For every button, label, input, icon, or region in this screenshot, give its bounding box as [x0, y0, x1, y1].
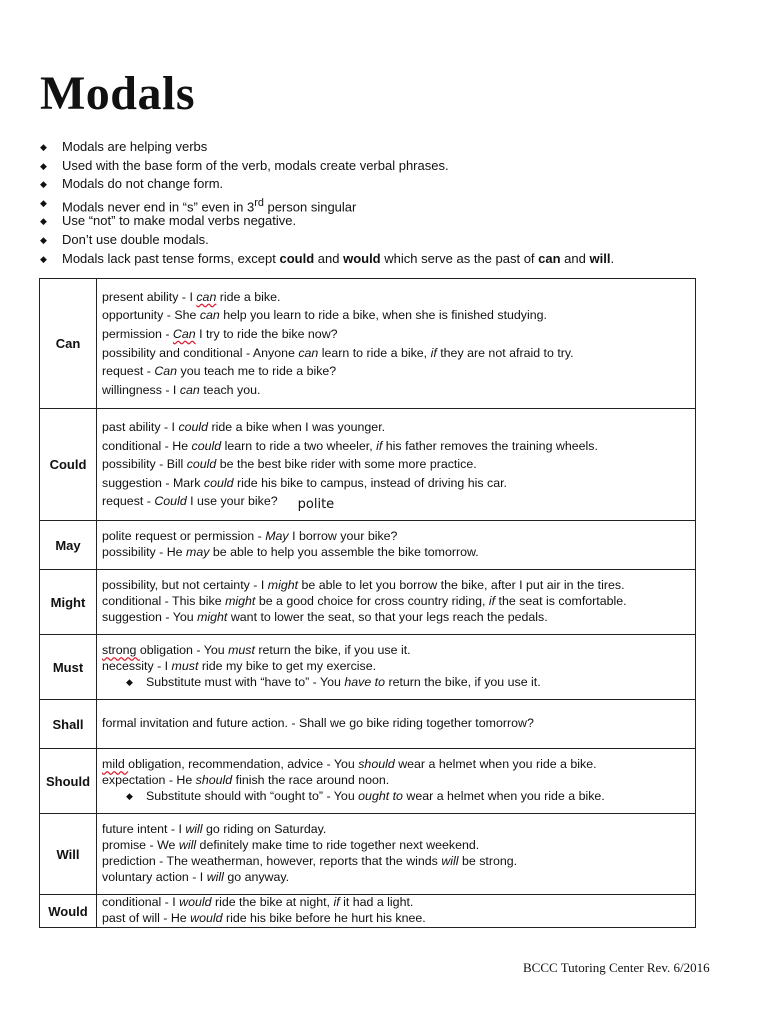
rule-text: .	[610, 250, 615, 266]
usage-text: they are not afraid to try.	[436, 345, 574, 360]
usage-text: conditional - This bike	[102, 594, 226, 609]
usage-text: wear a helmet when you ride a bike.	[394, 757, 597, 772]
usage-line	[102, 529, 690, 545]
usage-line	[102, 381, 690, 400]
modal-usages	[97, 700, 696, 749]
usage-text: will	[441, 854, 459, 868]
modal-row-shall	[40, 700, 696, 749]
usage-text: formal invitation and future action. - Shall we go bike riding together tomorrow?	[102, 716, 534, 731]
usage-text: learn to ride a two wheeler,	[221, 438, 377, 453]
modal-term: Must	[40, 635, 97, 700]
usage-text: I use your bike?	[186, 494, 278, 509]
rule-text: Modals are helping verbs	[62, 139, 208, 154]
rule-item	[40, 157, 740, 176]
usage-text: Substitute must with “have to” - You	[146, 674, 345, 689]
substitute-note	[124, 789, 605, 803]
modal-usages	[97, 409, 696, 521]
usage-line	[102, 854, 690, 870]
usage-text: ride a bike.	[216, 289, 281, 304]
usage-line	[102, 325, 690, 344]
rule-text: and	[314, 250, 344, 266]
usage-text: ride a bike when I was younger.	[208, 420, 386, 435]
usage-text: opportunity - She	[102, 308, 200, 323]
usage-text: will	[185, 822, 203, 837]
usage-text: ride my bike to get my exercise.	[198, 659, 377, 674]
modal-row-may	[40, 521, 696, 570]
usage-text: can	[199, 308, 220, 323]
rule-text: will	[589, 250, 611, 266]
modal-usages	[97, 814, 696, 895]
usage-text: possibility and conditional - Anyone	[102, 345, 299, 360]
rule-item	[40, 138, 740, 157]
usage-text: present ability - I	[102, 289, 197, 304]
bullet-icon: ◆	[126, 676, 133, 687]
usage-text: could	[178, 420, 209, 435]
usage-line	[102, 492, 690, 511]
usage-text: finish the race around noon.	[232, 773, 390, 788]
usage-text: be able to let you borrow the bike, after I put air in the tires.	[298, 578, 625, 593]
rule-text: Modals lack past tense forms, except	[62, 250, 280, 266]
usage-text: ride his bike before he hurt his knee.	[222, 911, 426, 925]
usage-text: wear a helmet when you ride a bike.	[402, 788, 605, 803]
usage-text: necessity - I	[102, 659, 172, 674]
usage-line	[102, 822, 690, 838]
rule-text: could	[279, 250, 315, 266]
usage-text: suggestion - You	[102, 609, 198, 624]
usage-text: the seat is comfortable.	[495, 594, 627, 609]
usage-text: if	[376, 438, 383, 453]
usage-line	[102, 455, 690, 474]
usage-text: Substitute should with “ought to” - You	[146, 788, 359, 803]
usage-text: must	[171, 659, 199, 674]
bullet-icon: ◆	[40, 142, 47, 152]
usage-text: would	[190, 911, 223, 925]
usage-line	[102, 675, 690, 691]
modal-row-can	[40, 279, 696, 409]
usage-text: might	[267, 578, 299, 593]
usage-line	[102, 757, 690, 773]
rule-item	[40, 250, 740, 269]
usage-text: learn to ride a bike,	[318, 345, 431, 360]
usage-text: I try to ride the bike now?	[195, 326, 338, 341]
modal-term: Could	[40, 409, 97, 521]
rule-text: Use “not” to make modal verbs negative.	[62, 213, 297, 229]
substitute-note	[124, 675, 541, 689]
rule-item	[40, 175, 740, 194]
usage-text: should	[358, 757, 395, 772]
usage-line	[102, 838, 690, 854]
footer-credit: BCCC Tutoring Center Rev. 6/2016	[523, 960, 710, 975]
usage-text: it had a light.	[339, 895, 414, 910]
bullet-icon: ◆	[40, 253, 47, 264]
usage-line	[102, 773, 690, 789]
usage-text: promise - We	[102, 838, 179, 853]
usage-text: willingness - I	[102, 382, 180, 397]
modal-term: Will	[40, 814, 97, 895]
usage-text: conditional - I	[102, 895, 180, 910]
usage-text: may	[186, 545, 210, 559]
usage-line	[102, 870, 690, 886]
usage-text: polite request or permission -	[102, 529, 266, 544]
usage-text: could	[191, 438, 222, 453]
rule-text: Don’t use double modals.	[62, 231, 209, 247]
modal-row-must	[40, 635, 696, 700]
handwritten-note: polite	[297, 497, 335, 513]
usage-text: if	[430, 345, 437, 360]
page-title: Modals	[40, 67, 196, 120]
usage-text: have to	[344, 674, 386, 689]
usage-text: if	[488, 594, 496, 609]
usage-text: can	[196, 289, 217, 304]
rules-list	[40, 138, 740, 268]
modals-table	[39, 278, 696, 928]
usage-text: past of will - He	[102, 911, 191, 925]
modal-usages	[97, 521, 696, 570]
usage-text: obligation, recommendation, advice - You	[128, 757, 359, 772]
usage-line	[102, 895, 690, 911]
usage-text: possibility - Bill	[102, 457, 187, 472]
usage-line	[102, 437, 690, 456]
rule-text: Modals never end in “s” even in 3	[62, 199, 255, 215]
usage-text: definitely make time to ride together next weekend.	[196, 838, 480, 853]
usage-line	[102, 789, 690, 805]
bullet-icon: ◆	[40, 197, 47, 208]
usage-text: might	[197, 609, 228, 624]
usage-text: ride the bike at night,	[211, 895, 334, 910]
rule-text: rd	[254, 196, 264, 209]
usage-text: you teach me to ride a bike?	[177, 364, 337, 379]
usage-line	[102, 643, 690, 659]
usage-text: teach you.	[199, 382, 261, 397]
usage-line	[102, 716, 690, 732]
rule-item	[40, 212, 740, 231]
modal-usages	[97, 895, 696, 928]
usage-text: should	[195, 773, 233, 788]
usage-line	[102, 545, 690, 561]
usage-line	[102, 418, 690, 437]
modal-usages	[97, 749, 696, 814]
usage-text: help you learn to ride a bike, when she is finished studying.	[219, 308, 547, 323]
modal-row-might	[40, 570, 696, 635]
usage-text: mild	[102, 757, 129, 772]
usage-text: ought to	[358, 788, 403, 803]
usage-text: past ability - I	[102, 420, 179, 435]
usage-text: future intent - I	[102, 822, 186, 837]
usage-text: would	[179, 895, 212, 910]
bullet-icon: ◆	[40, 234, 47, 245]
modal-row-could	[40, 409, 696, 521]
usage-text: permission -	[102, 326, 173, 341]
usage-text: if	[333, 895, 340, 910]
usage-text: strong	[102, 643, 140, 658]
modal-usages	[97, 570, 696, 635]
modal-row-would	[40, 895, 696, 928]
rule-item	[40, 194, 740, 213]
usage-line	[102, 306, 690, 325]
usage-text: be the best bike rider with some more practice.	[216, 457, 477, 472]
usage-text: May	[265, 529, 289, 544]
usage-text: go anyway.	[223, 869, 290, 884]
usage-line	[102, 578, 690, 594]
usage-text: obligation - You	[139, 643, 229, 658]
bullet-icon: ◆	[40, 216, 47, 227]
usage-text: voluntary action - I	[102, 869, 207, 884]
usage-text: request -	[102, 364, 155, 379]
usage-line	[102, 288, 690, 307]
modal-term: Shall	[40, 700, 97, 749]
usage-text: will	[178, 838, 197, 853]
usage-line	[102, 344, 690, 363]
usage-line	[102, 594, 690, 610]
usage-text: be able to help you assemble the bike tomorrow.	[209, 545, 479, 559]
usage-text: request -	[102, 494, 155, 509]
usage-text: his father removes the training wheels.	[382, 438, 598, 453]
modal-term: Might	[40, 570, 97, 635]
usage-text: might	[225, 594, 256, 609]
usage-text: Can	[172, 326, 196, 341]
modal-term: Can	[40, 279, 97, 409]
usage-line	[102, 911, 690, 927]
modal-term: May	[40, 521, 97, 570]
rule-text: can	[538, 250, 561, 266]
usage-text: must	[228, 643, 255, 658]
usage-text: Could	[154, 494, 187, 509]
usage-text: possibility, but not certainty - I	[102, 578, 268, 593]
usage-line	[102, 362, 690, 381]
rule-text: which serve as the past of	[380, 250, 539, 266]
usage-text: be strong.	[458, 854, 518, 868]
usage-text: could	[186, 457, 217, 472]
usage-text: return the bike, if you use it.	[254, 643, 411, 658]
usage-text: suggestion - Mark	[102, 475, 204, 490]
rule-text: Used with the base form of the verb, modals create verbal phrases.	[62, 157, 449, 173]
usage-text: Can	[154, 364, 178, 379]
usage-line	[102, 610, 690, 626]
modal-usages	[97, 279, 696, 409]
modal-row-should	[40, 749, 696, 814]
usage-text: want to lower the seat, so that your legs reach the pedals.	[227, 609, 548, 624]
usage-text: prediction - The weatherman, however, reports that the winds	[102, 854, 442, 868]
usage-text: go riding on Saturday.	[202, 822, 327, 837]
usage-text: be a good choice for cross country riding,	[255, 594, 489, 609]
rule-item	[40, 231, 740, 250]
modal-term: Should	[40, 749, 97, 814]
usage-text: could	[203, 475, 234, 490]
bullet-icon: ◆	[126, 790, 133, 801]
usage-text: I borrow your bike?	[288, 529, 398, 544]
usage-line	[102, 474, 690, 493]
rule-text: Modals do not change form.	[62, 176, 224, 192]
usage-text: can	[179, 382, 200, 397]
usage-text: expectation - He	[102, 773, 196, 788]
modal-row-will	[40, 814, 696, 895]
usage-text: can	[298, 345, 319, 360]
usage-text: return the bike, if you use it.	[385, 674, 541, 689]
bullet-icon: ◆	[40, 160, 47, 171]
rule-text: and	[560, 250, 590, 266]
modal-term: Would	[40, 895, 97, 928]
modal-usages	[97, 635, 696, 700]
rule-text: would	[343, 250, 381, 266]
usage-line	[102, 659, 690, 675]
usage-text: possibility - He	[102, 545, 187, 559]
rule-text: person singular	[263, 199, 357, 215]
usage-text: conditional - He	[102, 438, 192, 453]
bullet-icon: ◆	[40, 179, 47, 190]
usage-text: ride his bike to campus, instead of driving his car.	[233, 475, 507, 490]
usage-text: will	[206, 869, 224, 884]
